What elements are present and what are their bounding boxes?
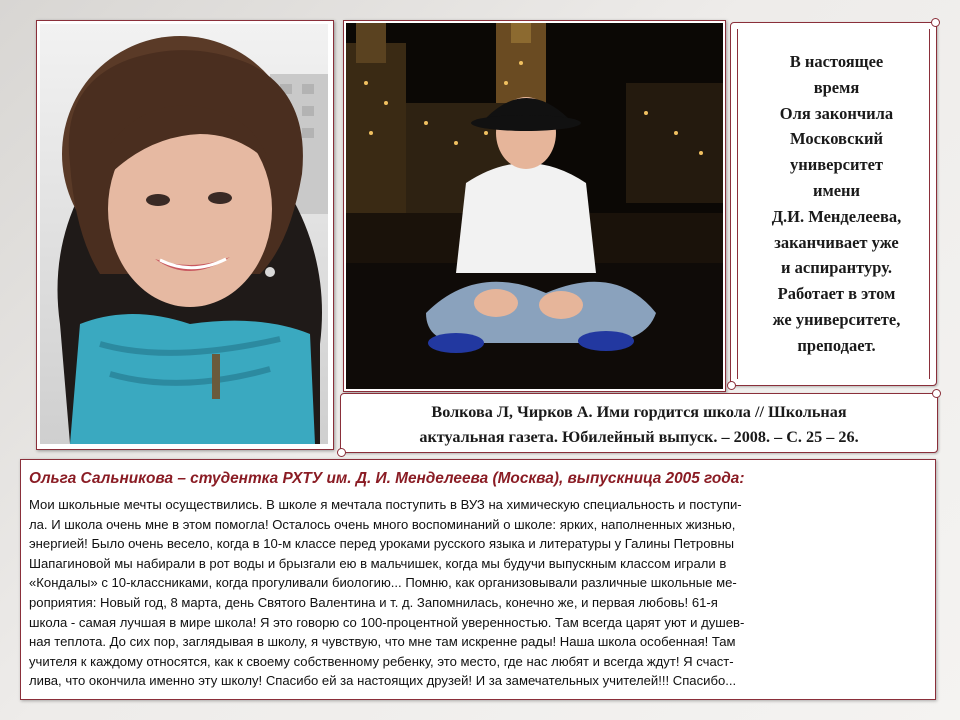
story-box	[20, 459, 936, 700]
side-note-line: университет	[789, 155, 884, 175]
story-line: энергией! Было очень весело, когда в 10-м классе перед уроками русского языка и литературы у Галины Петровны	[29, 536, 735, 552]
story-line: школа - самая лучшая в мире школа! Я это говорю со 100-процентной уверенностью. Там всегда царят уют и душев-	[29, 614, 745, 630]
citation-text	[349, 400, 929, 450]
side-note-line: В настоящее	[789, 52, 884, 71]
portrait-photo	[40, 24, 328, 444]
side-note-line: Московский	[789, 129, 883, 149]
story-body	[29, 495, 929, 691]
story-line: учителя к каждому относятся, как к своему собственному ребенку, это место, где нас любят и всегда ждут! Я счаст-	[29, 653, 734, 669]
side-note-line: же университете,	[772, 309, 901, 329]
citation-line-2: актуальная газета. Юбилейный выпуск. – 2008. – С. 25 – 26.	[419, 428, 859, 446]
side-note-line: Работает в этом	[777, 284, 896, 304]
story-line: Шапагиновой мы набирали в рот воды и брызгали ею в мальчишек, когда мы будучи выпускным классом играли в	[29, 555, 727, 571]
story-line: роприятия: Новый год, 8 марта, день Святого Валентина и т. д. Запомнилась, конечно же, и первая любовь! 61-я	[29, 594, 718, 610]
citation-line-1: Волкова Л, Чирков А. Ими гордится школа // Школьная	[431, 403, 847, 421]
citation-scroll	[340, 393, 938, 453]
side-note-scroll	[730, 22, 937, 386]
portrait-photo-frame	[36, 20, 334, 450]
night-city-photo	[346, 23, 723, 389]
side-note-line: имени	[812, 180, 861, 200]
side-note-line: заканчивает уже	[774, 232, 899, 252]
side-note-line: время	[813, 77, 860, 97]
story-line: ная теплота. До сих пор, заглядывая в школу, я чувствую, что мне там искренне рады! Наша школа особенная! Там	[29, 634, 736, 650]
side-note-line: Оля закончила	[779, 103, 894, 123]
side-note-line: и аспирантуру.	[781, 258, 892, 278]
story-line: «Кондалы» с 10-классниками, когда прогуливали биологию... Помню, как организовывали различные школьные ме-	[29, 575, 737, 591]
side-note-text	[741, 49, 932, 359]
story-line: ла. И школа очень мне в этом помогла! Осталось очень много воспоминаний о школе: ярких, наполненных жизнью,	[29, 516, 736, 532]
night-photo-frame	[343, 20, 726, 392]
story-line: Мои школьные мечты осуществились. В школе я мечтала поступить в ВУЗ на химическую специальность и поступи-	[29, 497, 742, 512]
side-note-line: Д.И. Менделеева,	[771, 206, 902, 226]
story-heading: Ольга Сальникова – студентка РХТУ им. Д. И. Менделеева (Москва), выпускница 2005 года:	[29, 470, 745, 487]
side-note-line: преподает.	[797, 335, 876, 355]
story-line: лива, что окончила именно эту школу! Спасибо ей за настоящих друзей! И за замечательных учителей!!! Спасибо...	[29, 673, 737, 689]
